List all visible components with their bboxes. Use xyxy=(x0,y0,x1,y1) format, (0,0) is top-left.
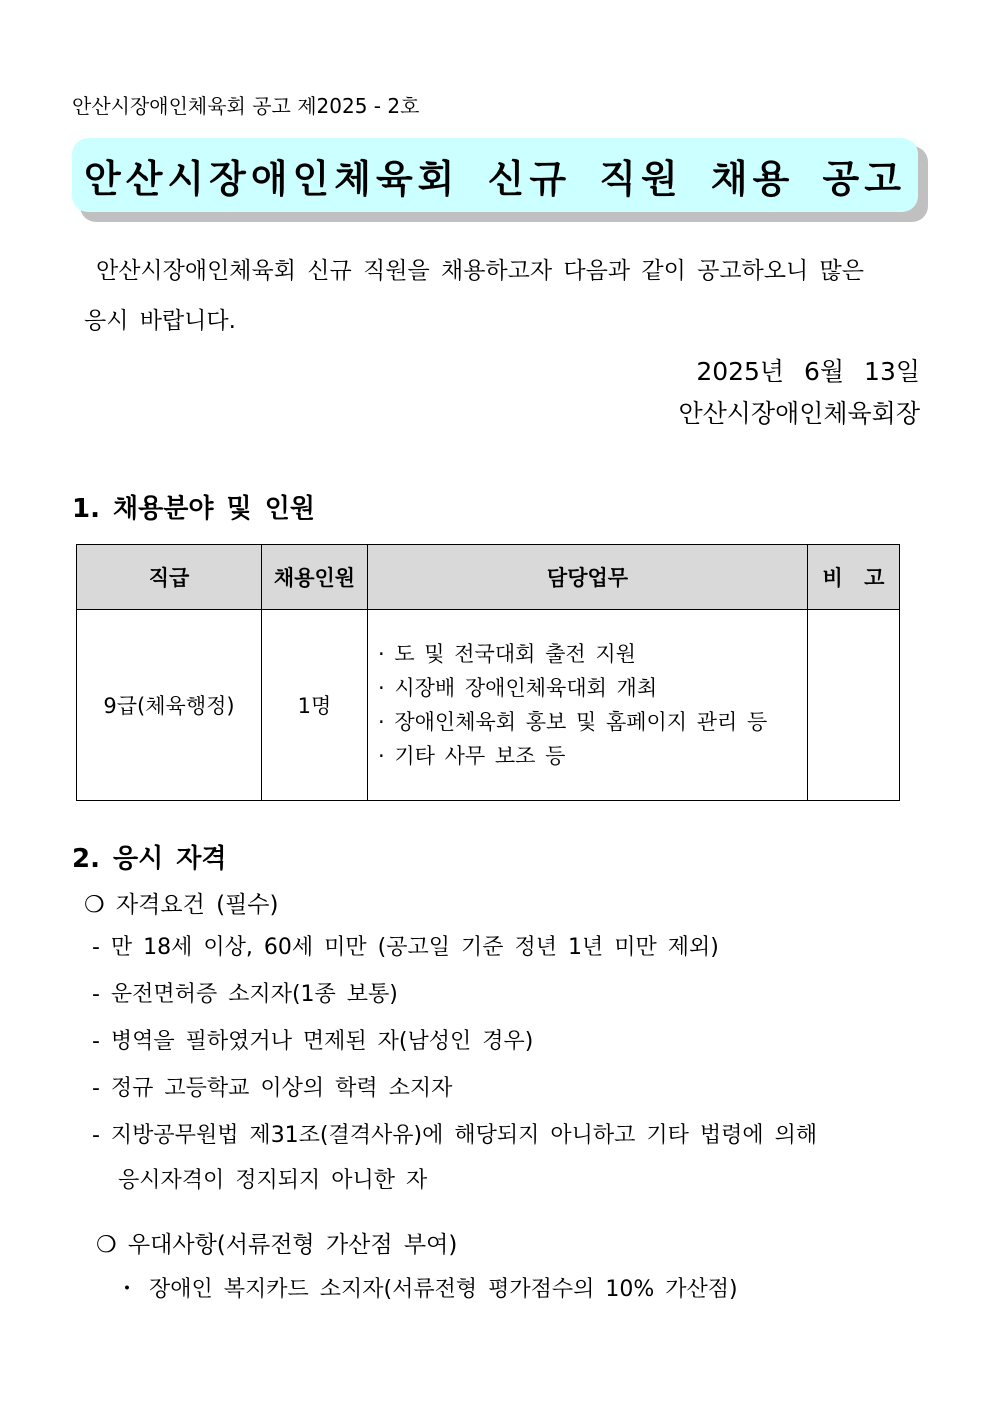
table-header-row xyxy=(77,545,900,610)
duty-item: · 기타 사무 보조 등 xyxy=(378,744,566,768)
requirement-item-continued: 응시자격이 정지되지 아니한 자 xyxy=(118,1168,428,1193)
duty-item: · 도 및 전국대회 출전 지원 xyxy=(378,642,636,666)
title-banner xyxy=(72,138,918,212)
intro-line-2: 응시 바랍니다. xyxy=(84,308,236,334)
page-title: 안산시장애인체육회 신규 직원 채용 공고 xyxy=(84,156,906,201)
table-row xyxy=(77,610,900,801)
cell-duties xyxy=(368,610,808,801)
requirement-item: - 운전면허증 소지자(1종 보통) xyxy=(92,982,398,1007)
section1-heading: 1. 채용분야 및 인원 xyxy=(72,494,315,524)
requirement-item: - 정규 고등학교 이상의 학력 소지자 xyxy=(92,1076,453,1101)
col-header-grade: 직급 xyxy=(77,545,262,610)
section2-heading: 2. 응시 자격 xyxy=(72,844,227,874)
col-header-count: 채용인원 xyxy=(262,545,368,610)
cell-count: 1명 xyxy=(262,610,368,801)
col-header-note: 비 고 xyxy=(808,545,900,610)
preference-item: ・ 장애인 복지카드 소지자(서류전형 평가점수의 10% 가산점) xyxy=(116,1277,738,1302)
issuer: 안산시장애인체육회장 xyxy=(678,399,920,428)
duty-item: · 시장배 장애인체육대회 개최 xyxy=(378,676,658,700)
requirement-item: - 병역을 필하였거나 면제된 자(남성인 경우) xyxy=(92,1029,534,1054)
requirement-item: - 지방공무원법 제31조(결격사유)에 해당되지 아니하고 기타 법령에 의해 xyxy=(92,1123,818,1148)
recruitment-table xyxy=(76,544,900,801)
intro-line-1: 안산시장애인체육회 신규 직원을 채용하고자 다음과 같이 공고하오니 많은 xyxy=(96,258,864,284)
cell-grade: 9급(체육행정) xyxy=(77,610,262,801)
preference-heading: ❍ 우대사항(서류전형 가산점 부여) xyxy=(96,1232,458,1258)
col-header-duties: 담당업무 xyxy=(368,545,808,610)
notice-number: 안산시장애인체육회 공고 제2025 - 2호 xyxy=(72,94,420,118)
requirements-heading: ❍ 자격요건 (필수) xyxy=(84,892,279,918)
requirement-item: - 만 18세 이상, 60세 미만 (공고일 기준 정년 1년 미만 제외) xyxy=(92,935,719,960)
duty-item: · 장애인체육회 홍보 및 홈페이지 관리 등 xyxy=(378,710,768,734)
notice-date: 2025년 6월 13일 xyxy=(696,357,920,386)
cell-note xyxy=(808,610,900,801)
